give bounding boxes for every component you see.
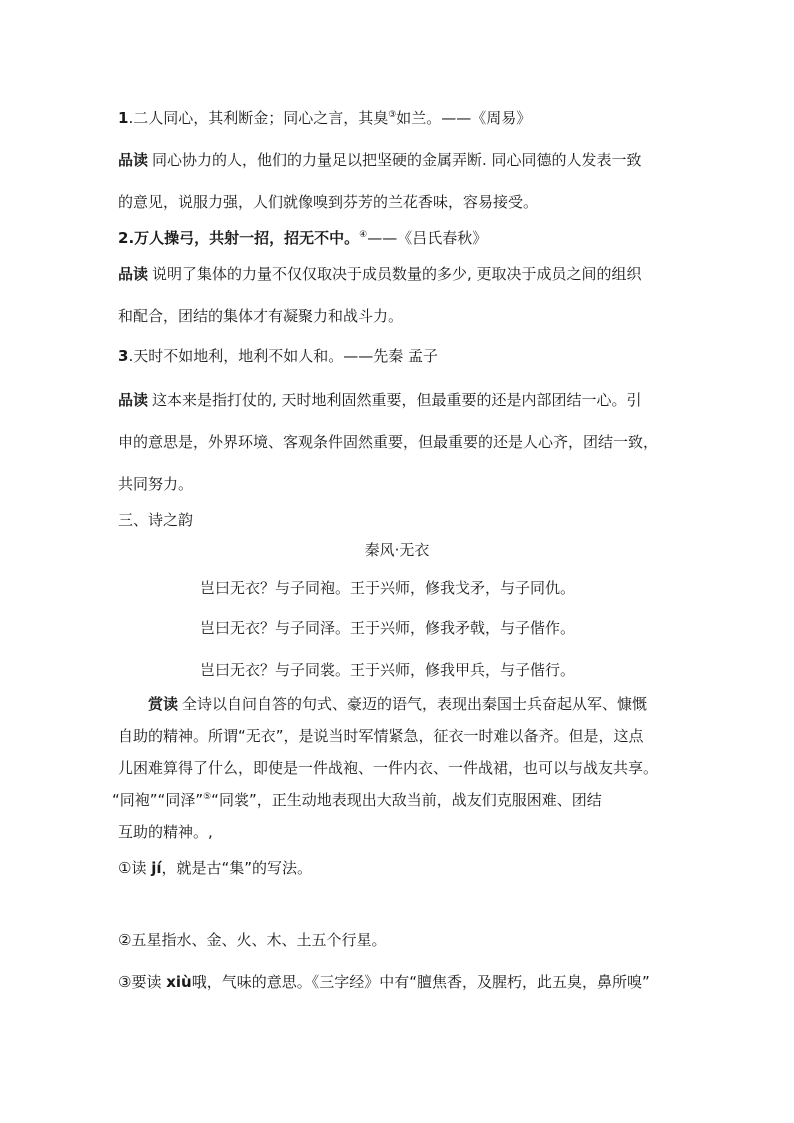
footnote-1-text-b: ，就是古“集”的写法。 bbox=[161, 859, 313, 877]
reading-label: 品读 bbox=[118, 151, 149, 169]
quote-2-reading-2: 和配合，团结的集体才有凝聚力和战斗力。 bbox=[118, 307, 404, 325]
footnote-3 bbox=[118, 972, 650, 992]
quote-1-number: 1 bbox=[118, 109, 129, 127]
appreciation-3: 儿困难算得了什么，即使是一件战袍、一件内衣、一件战裙，也可以与战友共享。 bbox=[118, 759, 659, 777]
quote-1 bbox=[118, 108, 531, 128]
poem-line-1: 岂曰无衣？与子同袍。王于兴师，修我戈矛，与子同仇。 bbox=[200, 579, 576, 597]
quote-1-text-a: .二人同心，其利断金；同心之言，其臭 bbox=[128, 109, 389, 127]
appreciation-2: 自助的精神。所谓“无衣”，是说当时军情紧急，征衣一时难以备齐。但是，这点 bbox=[118, 727, 644, 745]
quote-3-text: .天时不如地利，地利不如人和。——先秦 孟子 bbox=[128, 347, 438, 365]
quote-3-reading-3: 共同努力。 bbox=[118, 475, 194, 493]
quote-2-text-b: ——《吕氏春秋》 bbox=[367, 229, 488, 247]
appreciation-label: 赏读 bbox=[148, 695, 179, 713]
footnote-ref-3: ③ bbox=[388, 110, 397, 120]
reading-text: 同心协力的人，他们的力量足以把坚硬的金属弄断. 同心同德的人发表一致 bbox=[152, 151, 642, 169]
quote-1-reading-1 bbox=[118, 150, 642, 170]
footnote-3-pinyin: xiù bbox=[166, 973, 192, 991]
appreciation-4 bbox=[112, 790, 602, 810]
appreciation-1 bbox=[148, 694, 647, 714]
footnote-2: ②五星指水、金、火、木、土五个行星。 bbox=[118, 931, 387, 949]
appreciation-text-a: “同袍”“同泽” bbox=[112, 791, 204, 809]
reading-text: 这本来是指打仗的, 天时地利固然重要，但最重要的还是内部团结一心。引 bbox=[152, 391, 642, 409]
poem-line-3: 岂曰无衣？与子同裳。王于兴师，修我甲兵，与子偕行。 bbox=[200, 661, 576, 679]
quote-2-reading-1 bbox=[118, 264, 642, 284]
quote-1-reading-2: 的意见，说服力强，人们就像嗅到芬芳的兰花香味，容易接受。 bbox=[118, 193, 539, 211]
footnote-ref-4: ④ bbox=[359, 230, 368, 240]
poem-line-2: 岂曰无衣？与子同泽。王于兴师，修我矛戟，与子偕作。 bbox=[200, 619, 576, 637]
quote-3-number: 3 bbox=[118, 347, 129, 365]
appreciation-text-b: “同裳”，正生动地表现出大敌当前，战友们克服困难、团结 bbox=[211, 791, 602, 809]
reading-label: 品读 bbox=[118, 391, 149, 409]
quote-3-reading-1 bbox=[118, 390, 642, 410]
quote-1-text-b: 如兰。——《周易》 bbox=[396, 109, 532, 127]
quote-2-number: 2 bbox=[118, 229, 129, 247]
section-heading: 三、诗之韵 bbox=[118, 511, 194, 529]
quote-3-reading-2: 申的意思是，外界环境、客观条件固然重要，但最重要的还是人心齐，团结一致， bbox=[118, 433, 659, 451]
footnote-3-text-a: ③要读 bbox=[118, 973, 167, 991]
reading-label: 品读 bbox=[118, 265, 149, 283]
poem-title: 秦风·无衣 bbox=[364, 541, 430, 559]
reading-text: 说明了集体的力量不仅仅取决于成员数量的多少, 更取决于成员之间的组织 bbox=[152, 265, 642, 283]
footnote-1 bbox=[118, 858, 312, 878]
footnote-3-text-b: 哦，气味的意思。《三字经》中有“膻焦香，及腥朽，此五臭，鼻所嗅” bbox=[191, 973, 650, 991]
quote-3 bbox=[118, 346, 438, 366]
appreciation-5: 互助的精神。, bbox=[118, 823, 213, 841]
footnote-1-pinyin: jí bbox=[151, 859, 162, 877]
footnote-1-text-a: ①读 bbox=[118, 859, 152, 877]
footnote-ref-5: ⑤ bbox=[203, 792, 212, 802]
quote-2-text-a: .万人操弓，共射一招，招无不中。 bbox=[128, 229, 360, 247]
appreciation-text: 全诗以自问自答的句式、豪迈的语气，表现出秦国士兵奋起从军、慷慨 bbox=[182, 695, 648, 713]
quote-2 bbox=[118, 228, 487, 248]
